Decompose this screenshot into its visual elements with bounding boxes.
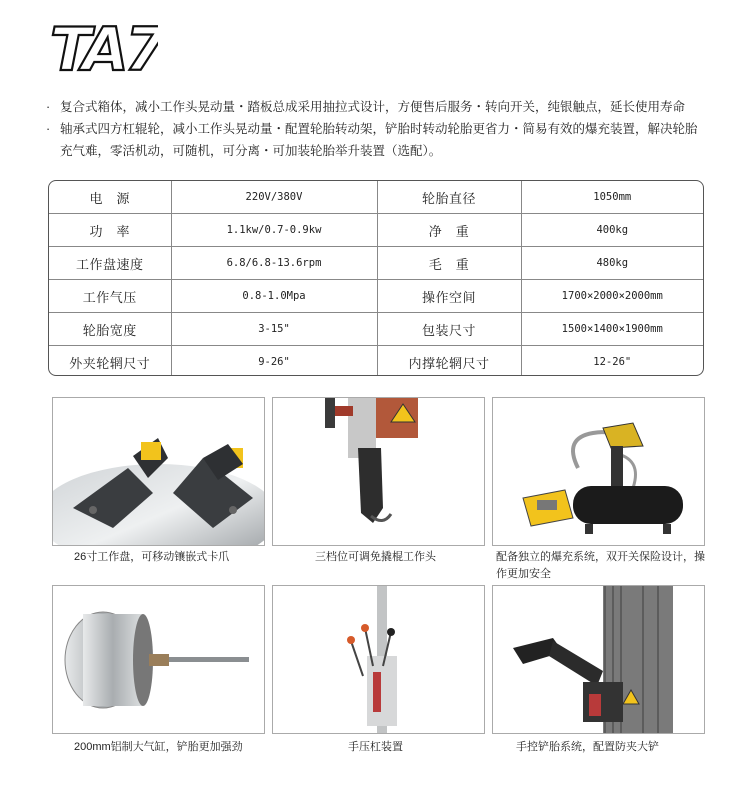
spec-row bbox=[49, 181, 703, 214]
spec-table bbox=[48, 180, 704, 376]
press-lever-photo bbox=[272, 585, 485, 734]
spec-value: 3-15" bbox=[171, 313, 377, 346]
spec-value: 400kg bbox=[521, 214, 703, 247]
spec-value: 1500×1400×1900mm bbox=[521, 313, 703, 346]
bead-breaker-photo bbox=[492, 585, 705, 734]
spec-value: 1050mm bbox=[521, 181, 703, 214]
spec-row bbox=[49, 346, 703, 377]
spec-value: 1700×2000×2000mm bbox=[521, 280, 703, 313]
spec-row bbox=[49, 280, 703, 313]
photo-caption: 手压杠装置 bbox=[348, 741, 403, 753]
title-text: TA7 bbox=[50, 15, 158, 78]
spec-value: 1.1kw/0.7-0.9kw bbox=[171, 214, 377, 247]
feature-item bbox=[46, 118, 706, 162]
spec-label: 包装尺寸 bbox=[377, 313, 521, 346]
mounting-head-photo bbox=[272, 397, 485, 546]
spec-label: 工作盘速度 bbox=[49, 247, 171, 280]
spec-value: 6.8/6.8-13.6rpm bbox=[171, 247, 377, 280]
photo-caption: 手控铲胎系统，配置防夹大铲 bbox=[516, 741, 659, 753]
feature-item bbox=[46, 96, 706, 118]
spec-row bbox=[49, 214, 703, 247]
spec-label: 净 重 bbox=[377, 214, 521, 247]
bullet-dot: · bbox=[46, 100, 51, 114]
feature-list bbox=[46, 96, 706, 162]
bullet-dot: · bbox=[46, 122, 51, 136]
spec-label: 轮胎直径 bbox=[377, 181, 521, 214]
page-title bbox=[48, 12, 158, 78]
spec-label: 内撑轮辋尺寸 bbox=[377, 346, 521, 377]
photo-caption: 三档位可调免撬棍工作头 bbox=[315, 551, 436, 563]
spec-label: 操作空间 bbox=[377, 280, 521, 313]
photo-caption: 26寸工作盘，可移动镶嵌式卡爪 bbox=[74, 551, 230, 563]
spec-row bbox=[49, 247, 703, 280]
bead-blaster-photo bbox=[492, 397, 705, 546]
spec-label: 毛 重 bbox=[377, 247, 521, 280]
spec-label: 轮胎宽度 bbox=[49, 313, 171, 346]
photo-caption: 配备独立的爆充系统，双开关保险设计，操作更加安全 bbox=[496, 551, 705, 580]
spec-row bbox=[49, 313, 703, 346]
spec-label: 功 率 bbox=[49, 214, 171, 247]
spec-value: 220V/380V bbox=[171, 181, 377, 214]
spec-label: 电 源 bbox=[49, 181, 171, 214]
spec-label: 工作气压 bbox=[49, 280, 171, 313]
spec-value: 9-26" bbox=[171, 346, 377, 377]
spec-value: 480kg bbox=[521, 247, 703, 280]
spec-value: 12-26" bbox=[593, 356, 632, 368]
photo-caption: 200mm铝制大气缸，铲胎更加强劲 bbox=[74, 741, 243, 753]
feature-text: 轴承式四方杠辊轮，减小工作头晃动量・配置轮胎转动架，铲胎时转动轮胎更省力・简易有效的爆充装置，解决轮胎充气难，零活机动，可随机，可分离・可加装轮胎举升装置（选配）。 bbox=[60, 122, 698, 158]
feature-text: 复合式箱体，减小工作头晃动量・踏板总成采用抽拉式设计，方便售后服务・转向开关，纯银触点，延长使用寿命 bbox=[60, 100, 686, 114]
air-cylinder-photo bbox=[52, 585, 265, 734]
spec-value: 0.8-1.0Mpa bbox=[171, 280, 377, 313]
spec-label: 外夹轮辋尺寸 bbox=[49, 346, 171, 377]
turntable-photo bbox=[52, 397, 265, 546]
